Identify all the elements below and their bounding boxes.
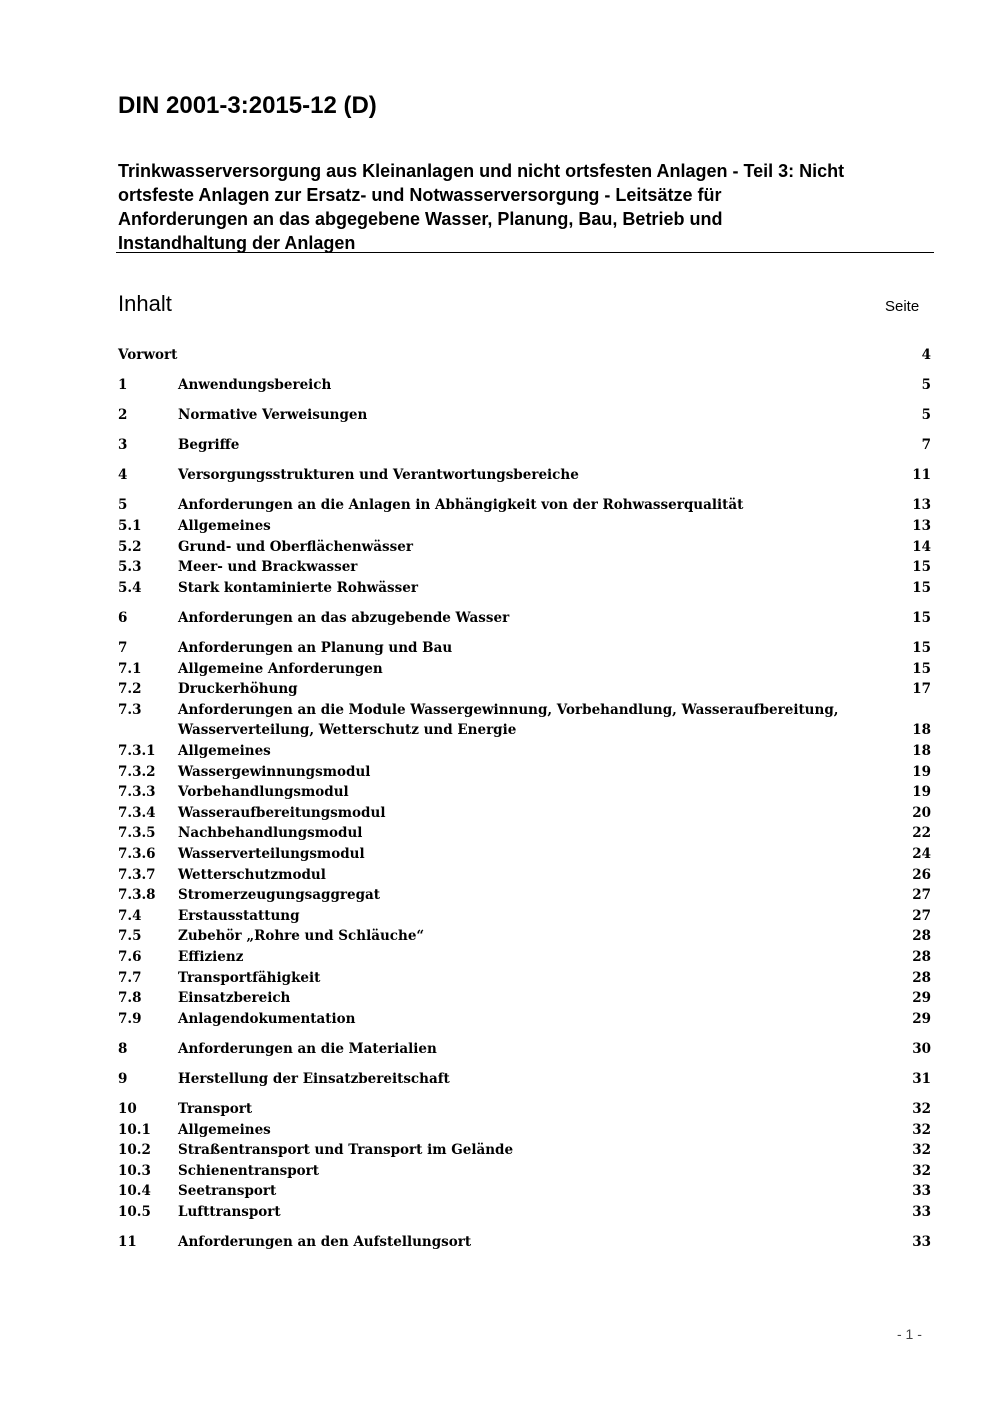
toc-entry-number: 7.2: [118, 681, 142, 698]
toc-entry-number: 7.7: [118, 969, 142, 986]
toc-entry-number: 7: [118, 640, 128, 657]
toc-entry-page: 32: [912, 1121, 931, 1138]
toc-entry-number: 7.6: [118, 948, 142, 965]
toc-entry[interactable]: [118, 345, 931, 366]
toc-entry-title: Anforderungen an die Anlagen in Abhängigkeit von der Rohwasserqualität: [178, 497, 744, 514]
toc-entry-page: 17: [912, 681, 931, 698]
toc-entry[interactable]: [118, 844, 931, 865]
toc-entry-title: Transport: [178, 1101, 253, 1117]
toc-entry[interactable]: [118, 1232, 931, 1253]
toc-entry-page: 15: [912, 579, 931, 596]
toc-entry-page: 20: [912, 804, 931, 821]
toc-entry-page: 31: [912, 1070, 931, 1087]
toc-entry[interactable]: [118, 1120, 931, 1141]
toc-entry-number: 5: [118, 497, 128, 514]
toc-entry-page: 5: [921, 377, 931, 394]
toc-entry-title: Anwendungsbereich: [178, 377, 332, 394]
toc-entry-continuation[interactable]: [118, 720, 931, 741]
toc-entry[interactable]: [118, 823, 931, 844]
toc-entry[interactable]: [118, 1202, 931, 1223]
toc-entry-page: 33: [912, 1234, 931, 1251]
document-id: DIN 2001-3:2015-12 (D): [118, 92, 377, 119]
table-of-contents: [118, 345, 931, 1253]
toc-entry[interactable]: [118, 516, 931, 537]
toc-entry-title: Effizienz: [178, 948, 244, 965]
toc-entry-title: Stark kontaminierte Rohwässer: [178, 579, 418, 596]
toc-entry-page: 22: [912, 825, 931, 842]
toc-entry-title-continuation: Wasserverteilung, Wetterschutz und Energie: [178, 722, 517, 739]
toc-entry-page: 28: [912, 928, 931, 945]
toc-entry-title: Anforderungen an den Aufstellungsort: [178, 1234, 472, 1251]
toc-entry-title: Druckerhöhung: [178, 681, 298, 698]
toc-entry[interactable]: [118, 608, 931, 629]
toc-entry[interactable]: [118, 1009, 931, 1030]
toc-entry-title: Wetterschutzmodul: [178, 866, 326, 883]
toc-entry-title: Stromerzeugungsaggregat: [178, 887, 381, 904]
toc-entry-page: 11: [912, 467, 931, 484]
toc-entry-title: Herstellung der Einsatzbereitschaft: [178, 1070, 450, 1087]
toc-entry-page: 29: [912, 1010, 931, 1027]
toc-entry[interactable]: [118, 782, 931, 803]
toc-entry[interactable]: [118, 988, 931, 1009]
toc-entry-title: Anforderungen an Planung und Bau: [178, 640, 453, 657]
toc-entry-number: 5.2: [118, 538, 142, 555]
toc-entry[interactable]: [118, 659, 931, 680]
toc-entry[interactable]: [118, 885, 931, 906]
toc-entry-page: 13: [912, 497, 931, 514]
toc-entry-title: Grund- und Oberflächenwässer: [178, 538, 413, 555]
toc-entry-page: 15: [912, 660, 931, 677]
toc-entry-page: 15: [912, 640, 931, 657]
toc-entry-page: 18: [912, 743, 931, 759]
toc-entry-number: 7.3.5: [118, 825, 156, 842]
toc-entry-page: 19: [912, 763, 931, 780]
toc-entry[interactable]: [118, 435, 931, 456]
toc-entry[interactable]: [118, 741, 931, 762]
toc-entry-page: 13: [912, 518, 931, 535]
toc-entry[interactable]: [118, 700, 931, 721]
toc-entry[interactable]: [118, 926, 931, 947]
toc-entry-page: 29: [912, 990, 931, 1007]
toc-entry[interactable]: [118, 1069, 931, 1090]
toc-entry-page: 4: [921, 347, 931, 363]
toc-entry-number: 7.3.4: [118, 804, 156, 821]
toc-entry-number: 5.1: [118, 518, 142, 535]
toc-entry-number: 7.9: [118, 1010, 142, 1027]
toc-entry-title: Anforderungen an die Materialien: [178, 1040, 437, 1057]
toc-entry[interactable]: [118, 679, 931, 700]
toc-entry-title: Wasseraufbereitungsmodul: [178, 804, 386, 821]
toc-entry-number: 10.1: [118, 1121, 151, 1138]
toc-entry-title: Vorwort: [118, 347, 178, 363]
toc-entry[interactable]: [118, 865, 931, 886]
toc-entry-number: 7.3.8: [118, 887, 156, 904]
toc-entry-number: 7.3.2: [118, 763, 156, 780]
toc-entry-number: 5.4: [118, 579, 142, 596]
toc-entry-title: Anforderungen an das abzugebende Wasser: [178, 609, 510, 626]
toc-entry-number: 9: [118, 1070, 128, 1087]
toc-entry-page: 15: [912, 609, 931, 626]
toc-entry-title: Anlagendokumentation: [178, 1010, 356, 1027]
toc-entry[interactable]: [118, 1161, 931, 1182]
page-number: - 1 -: [897, 1326, 922, 1342]
toc-entry-page: 24: [912, 845, 931, 862]
toc-entry-number: 10.2: [118, 1142, 151, 1159]
toc-entry[interactable]: [118, 557, 931, 578]
toc-entry-number: 2: [118, 407, 128, 424]
toc-entry-title: Nachbehandlungsmodul: [178, 825, 363, 842]
toc-entry-number: 3: [118, 437, 128, 454]
toc-entry-title: Allgemeines: [178, 1121, 271, 1138]
toc-entry-number: 11: [118, 1234, 137, 1251]
toc-entry-number: 4: [118, 467, 128, 484]
toc-entry-page: 27: [912, 887, 931, 904]
toc-entry[interactable]: [118, 537, 931, 558]
toc-entry-number: 7.5: [118, 928, 142, 945]
toc-entry-number: 7.8: [118, 990, 142, 1007]
toc-entry-title: Begriffe: [178, 437, 240, 454]
toc-page-label: Seite: [885, 298, 920, 315]
toc-entry[interactable]: [118, 405, 931, 426]
toc-entry-page: 18: [912, 722, 931, 739]
toc-entry-number: 7.3.6: [118, 845, 156, 862]
toc-entry[interactable]: [118, 968, 931, 989]
toc-entry[interactable]: [118, 375, 931, 396]
toc-entry[interactable]: [118, 465, 931, 486]
toc-entry[interactable]: [118, 1181, 931, 1202]
toc-entry[interactable]: [118, 803, 931, 824]
toc-entry-title: Straßentransport und Transport im Gelände: [178, 1142, 514, 1159]
toc-entry[interactable]: [118, 638, 931, 659]
toc-entry-title: Lufttransport: [178, 1203, 281, 1220]
toc-entry-number: 7.3: [118, 701, 142, 718]
toc-entry[interactable]: [118, 578, 931, 599]
toc-entry-page: 14: [912, 538, 931, 555]
toc-entry-page: 32: [912, 1142, 931, 1159]
toc-entry-title: Normative Verweisungen: [178, 407, 368, 424]
toc-entry-title: Wasserverteilungsmodul: [178, 845, 365, 862]
toc-entry-title: Meer- und Brackwasser: [178, 559, 358, 576]
toc-entry-number: 10.4: [118, 1183, 151, 1200]
toc-entry-title: Vorbehandlungsmodul: [178, 784, 349, 801]
toc-entry-page: 28: [912, 948, 931, 965]
toc-heading: Inhalt: [118, 291, 172, 316]
title-divider: [116, 252, 934, 253]
toc-entry-page: 5: [921, 407, 931, 424]
toc-entry-title: Allgemeines: [178, 743, 271, 759]
toc-entry-number: 7.3.1: [118, 743, 156, 759]
toc-entry[interactable]: [118, 906, 931, 927]
toc-entry-title: Zubehör „Rohre und Schläuche“: [178, 928, 425, 945]
toc-entry-number: 7.3.7: [118, 866, 156, 883]
toc-entry-number: 10.5: [118, 1203, 151, 1220]
toc-entry-title: Transportfähigkeit: [178, 969, 321, 986]
toc-entry-number: 7.3.3: [118, 784, 156, 801]
toc-entry-page: 15: [912, 559, 931, 576]
toc-entry-page: 33: [912, 1203, 931, 1220]
toc-entry-number: 1: [118, 377, 128, 394]
toc-entry[interactable]: [118, 1140, 931, 1161]
toc-entry-page: 32: [912, 1162, 931, 1179]
toc-entry-number: 10: [118, 1101, 137, 1117]
toc-entry-page: 28: [912, 969, 931, 986]
toc-entry-title: Wassergewinnungsmodul: [178, 763, 371, 780]
document-title: Trinkwasserversorgung aus Kleinanlagen und nicht ortsfesten Anlagen - Teil 3: Nicht ortsfeste Anlagen zur Ersatz- und Notwasserversorgung - Leitsätze für Anforderungen an das abgegebene Wasser, Planung, Bau, Betrieb und Instandhaltung der Anlagen: [118, 161, 845, 253]
toc-entry-page: 19: [912, 784, 931, 801]
toc-entry-number: 7.1: [118, 660, 142, 677]
toc-entry-page: 26: [912, 866, 931, 883]
toc-entry-title: Schienentransport: [178, 1162, 320, 1179]
toc-entry[interactable]: [118, 495, 931, 516]
toc-entry[interactable]: [118, 762, 931, 783]
toc-entry-title: Einsatzbereich: [178, 990, 291, 1007]
toc-entry-number: 10.3: [118, 1162, 151, 1179]
toc-entry-number: 8: [118, 1040, 128, 1057]
toc-entry-number: 7.4: [118, 907, 142, 924]
toc-entry-number: 5.3: [118, 559, 142, 576]
toc-entry-page: 33: [912, 1183, 931, 1200]
toc-entry[interactable]: [118, 947, 931, 968]
toc-entry-number: 6: [118, 609, 128, 626]
toc-entry-title: Versorgungsstrukturen und Verantwortungsbereiche: [178, 467, 579, 484]
toc-entry[interactable]: [118, 1039, 931, 1060]
toc-entry-title: Allgemeines: [178, 518, 271, 535]
toc-entry-page: 30: [912, 1040, 931, 1057]
toc-entry-title: Erstausstattung: [178, 907, 300, 924]
toc-entry-page: 27: [912, 907, 931, 924]
toc-entry[interactable]: [118, 1099, 931, 1120]
toc-entry-title: Seetransport: [178, 1183, 277, 1200]
toc-entry-title: Allgemeine Anforderungen: [178, 660, 383, 677]
toc-entry-title: Anforderungen an die Module Wassergewinnung, Vorbehandlung, Wasseraufbereitung,: [178, 701, 839, 718]
toc-entry-page: 7: [921, 437, 931, 454]
toc-entry-page: 32: [912, 1101, 931, 1117]
